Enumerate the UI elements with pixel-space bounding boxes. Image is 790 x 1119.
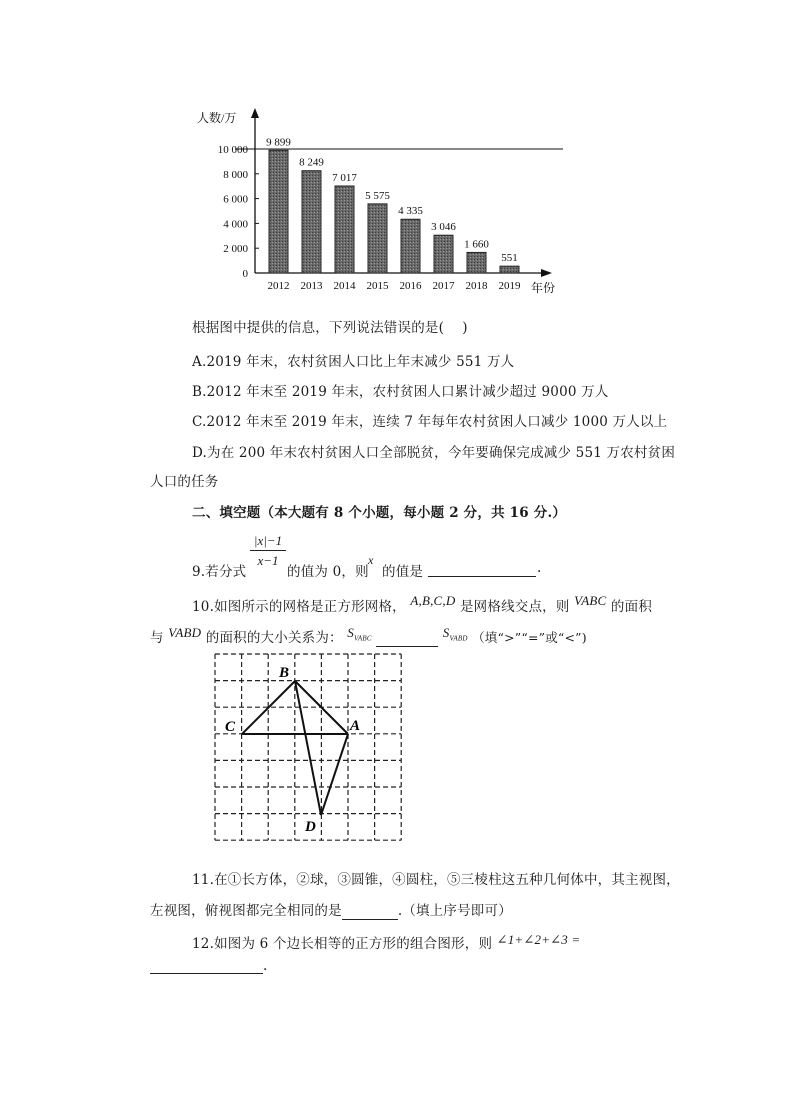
answer-blank-11[interactable] — [342, 903, 398, 920]
x-tick-label: 2012 — [267, 280, 290, 292]
question-10-text-b: 是网格线交点，则 — [459, 599, 570, 615]
answer-blank-9[interactable] — [428, 576, 536, 577]
question-10-hint: （填“>”“=”或“<”) — [472, 630, 587, 645]
grid-figure — [200, 650, 415, 850]
question-9-prefix: 9.若分式 — [192, 564, 247, 580]
y-tick-label: 6 000 — [223, 193, 248, 206]
fraction — [250, 533, 286, 569]
x-tick-label: 2015 — [366, 280, 389, 292]
label-b: B — [279, 665, 290, 681]
option-c: C.2012 年末至 2019 年末，连续 7 年每年农村贫困人口减少 1000 万人以上 — [192, 414, 668, 430]
question-10-line2 — [150, 626, 587, 648]
y-tick-label: 0 — [242, 268, 248, 280]
bar-chart — [195, 100, 585, 300]
area-abd: $S_{VABD}$ — [442, 625, 468, 643]
bar — [335, 186, 354, 273]
option-d: D.为在 200 年末农村贫困人口全部脱贫，今年要确保完成减少 551 万农村贫困 — [192, 445, 676, 461]
y-axis-arrow — [251, 108, 259, 118]
bar-value-label: 8 249 — [299, 156, 324, 169]
label-a: A — [350, 718, 361, 734]
label-d: D — [305, 819, 316, 835]
variable-x: x — [368, 553, 374, 567]
question-12-end: . — [263, 958, 268, 974]
x-tick-label: 2018 — [465, 280, 488, 292]
option-a: A.2019 年末，农村贫困人口比上年末减少 551 万人 — [192, 354, 515, 370]
triangle-abd: VABD — [168, 625, 202, 640]
bar — [269, 150, 288, 273]
answer-blank-10[interactable] — [376, 630, 438, 647]
option-b: B.2012 年末至 2019 年末，农村贫困人口累计减少超过 9000 万人 — [192, 384, 609, 400]
bar — [401, 219, 420, 273]
y-tick-label: 8 000 — [223, 168, 248, 181]
angle-expression: ∠1+∠2+∠3 = — [496, 932, 581, 947]
question-12-line1 — [192, 932, 580, 952]
points-abcd: A,B,C,D — [410, 593, 456, 608]
question-10-text-c: 的面积 — [610, 599, 653, 615]
fraction-denominator: x−1 — [257, 553, 279, 568]
question-8-stem: 根据图中提供的信息，下列说法错误的是( ) — [192, 320, 468, 336]
bar-value-label: 3 046 — [431, 221, 456, 234]
question-9-suffix: 的值是 — [382, 564, 424, 580]
bar-value-label: 1 660 — [464, 238, 489, 251]
bar-value-label: 9 899 — [266, 136, 291, 149]
y-tick-label: 2 000 — [223, 243, 248, 256]
question-10-text-e: 的面积的大小关系为： — [205, 630, 343, 646]
bar — [467, 252, 486, 273]
bar-value-label: 551 — [501, 252, 518, 265]
x-tick-label: 2013 — [300, 280, 323, 292]
bar-value-label: 7 017 — [332, 171, 357, 184]
bar — [302, 171, 321, 273]
x-axis-arrow — [541, 269, 552, 277]
question-10-text-a: 10.如图所示的网格是正方形网格， — [192, 599, 406, 615]
question-9-end: . — [537, 560, 542, 576]
fraction-numerator: |x|−1 — [250, 533, 286, 551]
answer-blank-12[interactable] — [150, 973, 263, 974]
segment-ad — [321, 734, 348, 815]
bar-value-label: 4 335 — [398, 205, 423, 218]
triangle-abc: VABC — [574, 593, 607, 608]
section-title: 二、填空题（本大题有 8 个小题，每小题 2 分，共 16 分.） — [192, 505, 567, 521]
x-tick-label: 2014 — [333, 280, 356, 292]
y-axis-label: 人数/万 — [197, 111, 237, 125]
question-11-line1: 11.在①长方体，②球，③圆锥，④圆柱，⑤三棱柱这五种几何体中，其主视图， — [192, 872, 680, 888]
area-abc: $S_{VABC}$ — [347, 625, 372, 643]
x-tick-label: 2016 — [399, 280, 422, 292]
question-11-line2 — [150, 899, 512, 920]
bar — [434, 235, 453, 273]
question-12-text: 12.如图为 6 个边长相等的正方形的组合图形，则 — [192, 936, 493, 952]
question-10-text-d: 与 — [150, 630, 164, 646]
y-tick-label: 4 000 — [223, 218, 248, 231]
option-d-continued: 人口的任务 — [150, 474, 219, 490]
bar — [368, 204, 387, 273]
question-9-mid: 的值为 0，则 — [287, 564, 369, 580]
x-axis-label: 年份 — [531, 281, 556, 295]
x-tick-label: 2019 — [498, 280, 521, 292]
question-11-text-b: .（填上序号即可） — [397, 903, 512, 919]
x-tick-label: 2017 — [432, 280, 455, 292]
question-10-line1 — [192, 595, 652, 615]
question-11-text-a: 左视图，俯视图都完全相同的是 — [150, 903, 342, 919]
bar-value-label: 5 575 — [365, 189, 390, 202]
y-tick-label: 10 000 — [217, 144, 248, 156]
bar — [500, 266, 519, 273]
segment-bd — [295, 681, 321, 815]
label-c: C — [225, 719, 236, 735]
